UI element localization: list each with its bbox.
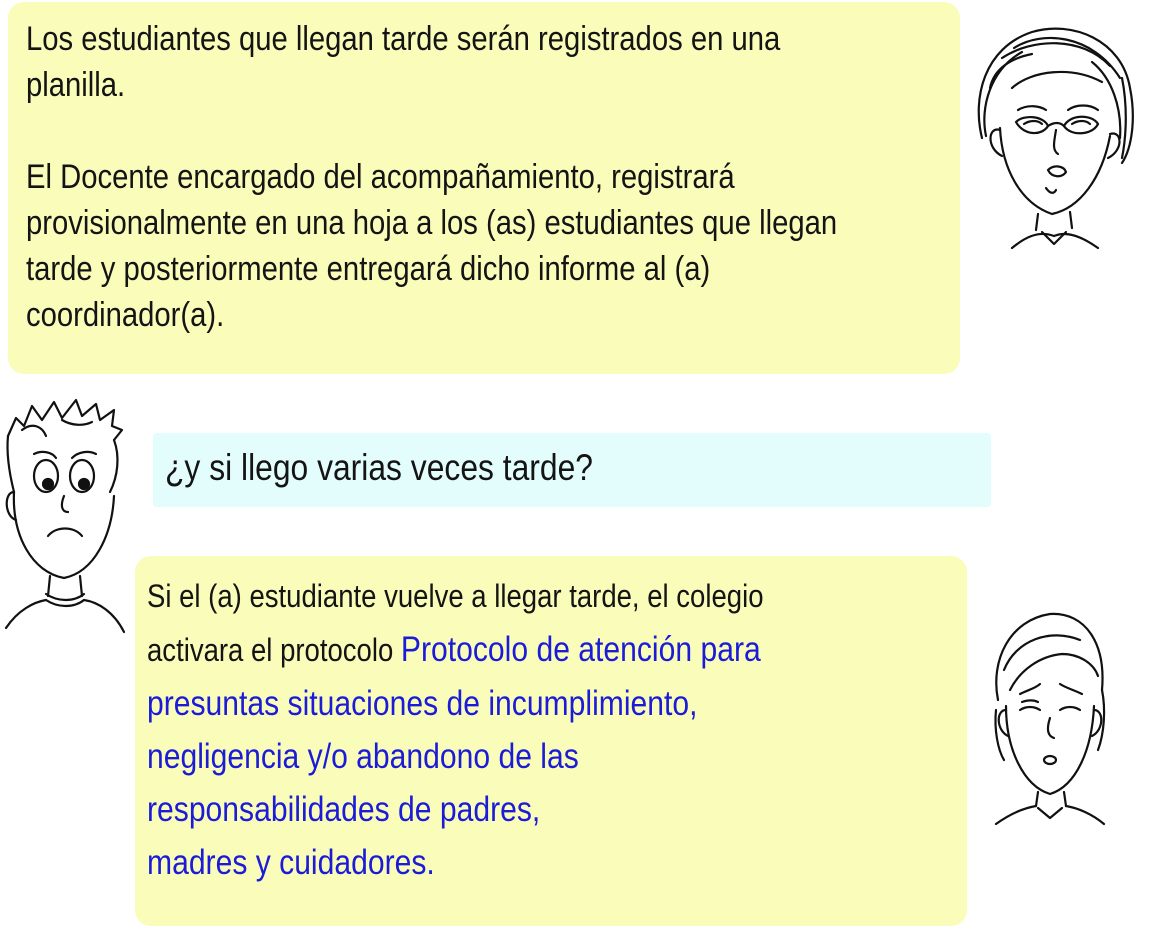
paragraph-line: Los estudiantes que llegan tarde serán registrados en una bbox=[26, 20, 781, 58]
answer-line bbox=[147, 623, 1076, 677]
protocol-title-line: madres y cuidadores. bbox=[147, 843, 435, 882]
protocol-title-line: negligencia y/o abandono de las bbox=[147, 737, 579, 776]
answer-line-prefix: activara el protocolo bbox=[147, 632, 401, 668]
teacher-face-icon bbox=[972, 18, 1140, 250]
paragraph-line: provisionalmente en una hoja a los (as) estudiantes que llegan bbox=[26, 204, 838, 242]
paragraph-line: tarde y posteriormente entregará dicho informe al (a) bbox=[26, 250, 711, 288]
speech-bubble-top bbox=[8, 2, 960, 374]
protocol-title-line: responsabilidades de padres, bbox=[147, 790, 541, 829]
paragraph-gap bbox=[26, 108, 955, 154]
answer-line: Si el (a) estudiante vuelve a llegar tarde, el colegio bbox=[147, 578, 764, 614]
bubble-top-text bbox=[26, 16, 955, 338]
protocol-title: Protocolo de atención para bbox=[400, 630, 761, 669]
protocol-title-line: presuntas situaciones de incumplimiento, bbox=[147, 684, 698, 723]
paragraph-line: coordinador(a). bbox=[26, 296, 225, 334]
speech-bubble-question bbox=[153, 433, 991, 507]
worried-face-icon bbox=[990, 610, 1108, 828]
paragraph-line: El Docente encargado del acompañamiento, registrará bbox=[26, 158, 735, 196]
question-text: ¿y si llego varias veces tarde? bbox=[165, 447, 593, 488]
speech-bubble-answer bbox=[135, 556, 967, 926]
student-face-icon bbox=[2, 396, 130, 646]
answer-text bbox=[147, 570, 1076, 889]
paragraph-line: planilla. bbox=[26, 66, 126, 104]
